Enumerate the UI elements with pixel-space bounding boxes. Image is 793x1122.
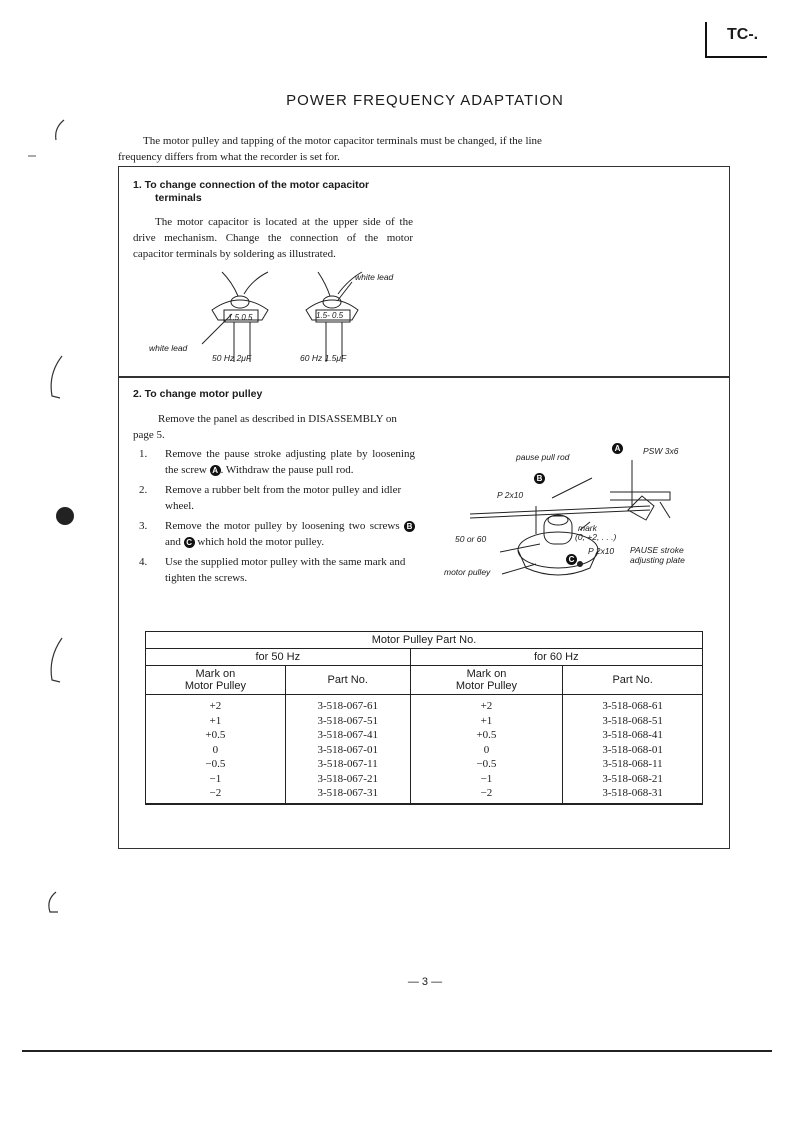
fig2-pause-plate-2: adjusting plate (630, 555, 685, 565)
col-part-50: Part No. (285, 666, 410, 695)
fig1-tap-50: 1.5 0.5 (228, 313, 253, 322)
col-mark-60: Mark on Motor Pulley (410, 666, 563, 695)
table-cell: 3-518-067-41 (285, 728, 410, 743)
section1-body: The motor capacitor is located at the upper side of the drive mechanism. Change the connection of the motor capacitor terminals by soldering as illustrated. (133, 216, 413, 260)
table-cell: 3-518-068-61 (563, 695, 703, 714)
group-60hz: for 60 Hz (410, 649, 702, 666)
page-number: — 3 — (407, 976, 443, 988)
table-cell: +0.5 (146, 728, 286, 743)
table-cell: +0.5 (410, 728, 563, 743)
fig2-p2x10-upper: P 2x10 (497, 490, 524, 500)
table-cell: −0.5 (410, 757, 563, 772)
col-mark-50: Mark on Motor Pulley (146, 666, 286, 695)
table-row (146, 772, 703, 787)
table-row (146, 695, 703, 714)
screw-a-marker: A (210, 465, 221, 476)
table-cell: 3-518-068-51 (563, 714, 703, 729)
table-cell: 3-518-067-21 (285, 772, 410, 787)
table-cell: 3-518-067-31 (285, 786, 410, 804)
table-cell: −2 (146, 786, 286, 804)
table-cell: 0 (146, 743, 286, 758)
table-cell: −1 (410, 772, 563, 787)
fig1-cap-60hz: 60 Hz 1.5μF (300, 353, 347, 363)
table-cell: 3-518-068-11 (563, 757, 703, 772)
motor-pulley-parts-table (145, 631, 703, 805)
table-cell: −0.5 (146, 757, 286, 772)
fig1-tap-60: 1.5- 0.5 (316, 311, 344, 320)
table-cell: 3-518-068-41 (563, 728, 703, 743)
table-title: Motor Pulley Part No. (146, 632, 703, 649)
table-cell: +2 (410, 695, 563, 714)
fig2-50-or-60: 50 or 60 (455, 534, 487, 544)
step-2: 2. Remove a rubber belt from the motor pulley and idler wheel. (139, 484, 402, 512)
fig2-label-b: B (534, 473, 545, 484)
table-cell: 3-518-067-61 (285, 695, 410, 714)
table-cell: −2 (410, 786, 563, 804)
table-row (146, 714, 703, 729)
step-3: 3. Remove the motor pulley by loosening two screws B and C which hold the motor pulley. (133, 518, 415, 550)
table-row (146, 728, 703, 743)
fig2-mark-label: mark (578, 523, 597, 533)
fig2-psw-label: PSW 3x6 (643, 446, 679, 456)
table-cell: 3-518-068-21 (563, 772, 703, 787)
table-cell: 0 (410, 743, 563, 758)
fig2-motor-pulley: motor pulley (444, 567, 491, 577)
intro-paragraph: The motor pulley and tapping of the motor capacitor terminals must be changed, if the line frequency differs from what the recorder is set for. (118, 135, 542, 163)
section1-heading: 1. To change connection of the motor capacitor (133, 179, 370, 191)
section2-heading: 2. To change motor pulley (133, 388, 263, 400)
table-cell: 3-518-067-01 (285, 743, 410, 758)
fig2-p2x10-lower: P 2x10 (588, 546, 615, 556)
fig2-mark-values: (0, +2, . . .) (575, 532, 617, 542)
model-tag (705, 22, 767, 58)
section1-heading-cont: terminals (155, 192, 202, 204)
table-cell: +2 (146, 695, 286, 714)
fig1-white-lead-right: white lead (355, 272, 394, 282)
table-cell: 3-518-067-51 (285, 714, 410, 729)
fig2-label-c: C (566, 554, 577, 565)
footer-rule (22, 1050, 772, 1052)
step-4: 4. Use the supplied motor pulley with the same mark and tighten the screws. (139, 556, 406, 584)
screw-c-marker: C (184, 537, 195, 548)
page-title: POWER FREQUENCY ADAPTATION (286, 92, 564, 109)
steps-list (133, 446, 415, 590)
group-50hz: for 50 Hz (146, 649, 411, 666)
fig1-white-lead-left: white lead (149, 343, 188, 353)
col-part-60: Part No. (563, 666, 703, 695)
table-cell: +1 (146, 714, 286, 729)
step-1: 1. Remove the pause stroke adjusting plate by loosening the screw A . Withdraw the pause pull rod. (139, 448, 415, 476)
model-tag-text: TC-. (727, 26, 759, 43)
screw-b-marker: B (404, 521, 415, 532)
section2-intro: Remove the panel as described in DISASSEMBLY on page 5. (133, 413, 397, 441)
fig2-pause-plate-1: PAUSE stroke (630, 545, 684, 555)
table-cell: 3-518-067-11 (285, 757, 410, 772)
binder-marks (20, 110, 80, 930)
table-row (146, 757, 703, 772)
table-row (146, 743, 703, 758)
table-cell: +1 (410, 714, 563, 729)
fig2-label-a: A (612, 443, 623, 454)
fig2-pause-pull-rod: pause pull rod (516, 452, 570, 462)
table-cell: 3-518-068-31 (563, 786, 703, 804)
table-row (146, 786, 703, 804)
table-cell: −1 (146, 772, 286, 787)
table-group-row (146, 649, 703, 666)
table-cell: 3-518-068-01 (563, 743, 703, 758)
table-title-row (146, 632, 703, 649)
fig1-cap-50hz: 50 Hz 2μF (212, 353, 252, 363)
table-header-row (146, 666, 703, 695)
